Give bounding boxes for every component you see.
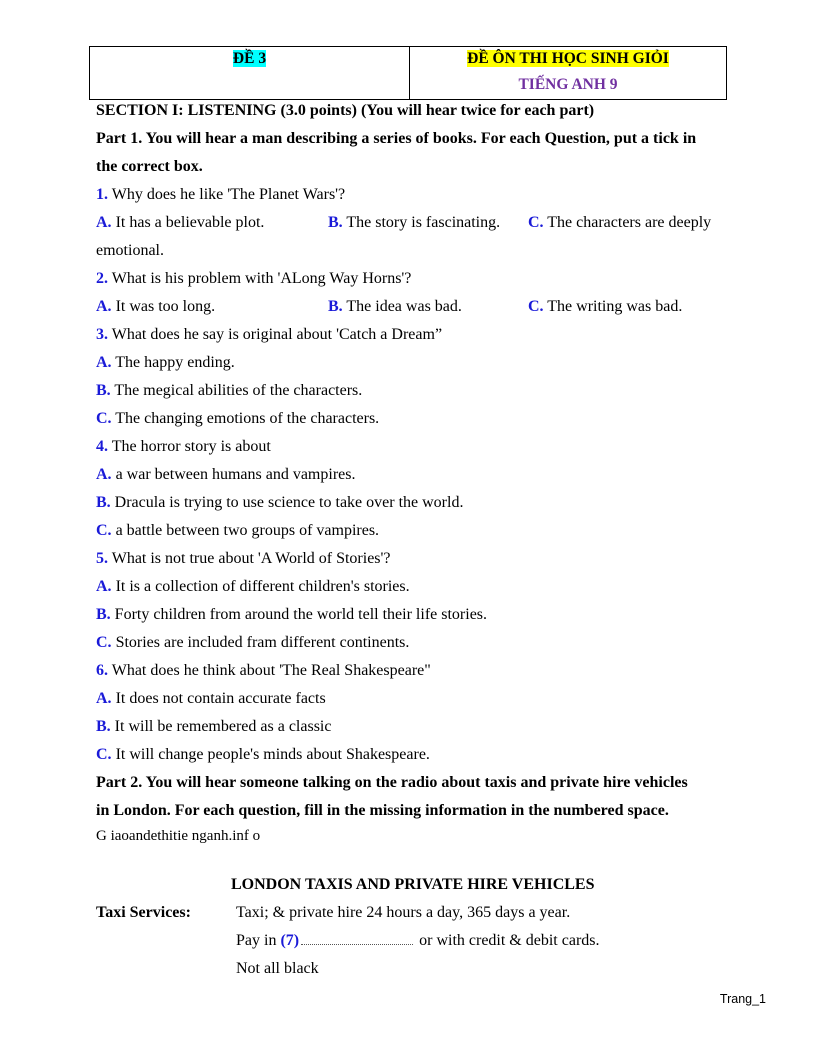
option-b: B. The megical abilities of the characters. xyxy=(96,382,363,399)
question-1-option-c-cont: emotional. xyxy=(96,242,164,259)
part2-instructions-1: Part 2. You will hear someone talking on the radio about taxis and private hire vehicles xyxy=(96,774,688,791)
exam-subject: TIẾNG ANH 9 xyxy=(518,76,618,93)
option-a: A. The happy ending. xyxy=(96,354,235,371)
option-b: B. The story is fascinating. xyxy=(328,214,501,231)
option-a: A. It is a collection of different children's stories. xyxy=(96,578,410,595)
page-footer: Trang_1 xyxy=(719,992,766,1006)
watermark-text: G iaoandethitie nganh.inf o xyxy=(96,828,261,844)
option-c: C. Stories are included fram different continents. xyxy=(96,634,410,651)
question-6: 6. What does he think about 'The Real Shakespeare" xyxy=(96,662,431,679)
option-b: B. Dracula is trying to use science to take over the world. xyxy=(96,494,464,511)
question-5: 5. What is not true about 'A World of Stories'? xyxy=(96,550,391,567)
question-3: 3. What does he say is original about 'Catch a Dream” xyxy=(96,326,443,343)
question-2-options xyxy=(96,293,776,321)
taxi-services-row-1: Taxi Services: Taxi; & private hire 24 hours a day, 365 days a year. xyxy=(96,899,776,927)
spacer xyxy=(96,849,776,871)
header-right-cell xyxy=(410,47,727,100)
option-a: A. It was too long. xyxy=(96,298,216,315)
option-c: C. a battle between two groups of vampires. xyxy=(96,522,380,539)
option-a: A. a war between humans and vampires. xyxy=(96,466,356,483)
header-table xyxy=(89,46,727,100)
option-b: B. It will be remembered as a classic xyxy=(96,718,332,735)
option-b: B. Forty children from around the world tell their life stories. xyxy=(96,606,488,623)
section-heading: SECTION I: LISTENING (3.0 points) (You will hear twice for each part) xyxy=(96,102,595,119)
taxi-services-label: Taxi Services: xyxy=(96,904,191,921)
exam-number: ĐỀ 3 xyxy=(232,50,267,67)
question-1-options xyxy=(96,209,776,237)
answer-blank-7[interactable] xyxy=(301,930,413,945)
option-c: C. The writing was bad. xyxy=(528,298,683,315)
part1-instructions-1: Part 1. You will hear a man describing a series of books. For each Question, put a tick in xyxy=(96,130,697,147)
option-c: C. The characters are deeply xyxy=(528,214,712,231)
option-c: C. The changing emotions of the characters. xyxy=(96,410,380,427)
question-2: 2. What is his problem with 'ALong Way Horns'? xyxy=(96,270,412,287)
document-body xyxy=(96,97,776,983)
option-c: C. It will change people's minds about Shakespeare. xyxy=(96,746,430,763)
taxi-services-row-2: Pay in (7) or with credit & debit cards. xyxy=(236,932,600,949)
exam-title: ĐỀ ÔN THI HỌC SINH GIỎI xyxy=(467,50,669,67)
header-left-cell xyxy=(90,47,410,100)
option-b: B. The idea was bad. xyxy=(328,298,462,315)
question-4: 4. The horror story is about xyxy=(96,438,271,455)
part2-instructions-2: in London. For each question, fill in the missing information in the numbered space. xyxy=(96,802,669,819)
part1-instructions-2: the correct box. xyxy=(96,158,203,175)
option-a: A. It has a believable plot. xyxy=(96,214,265,231)
option-a: A. It does not contain accurate facts xyxy=(96,690,326,707)
taxi-services-row-3: Not all black xyxy=(236,960,319,977)
london-title: LONDON TAXIS AND PRIVATE HIRE VEHICLES xyxy=(231,876,595,893)
question-1: 1. Why does he like 'The Planet Wars'? xyxy=(96,186,346,203)
